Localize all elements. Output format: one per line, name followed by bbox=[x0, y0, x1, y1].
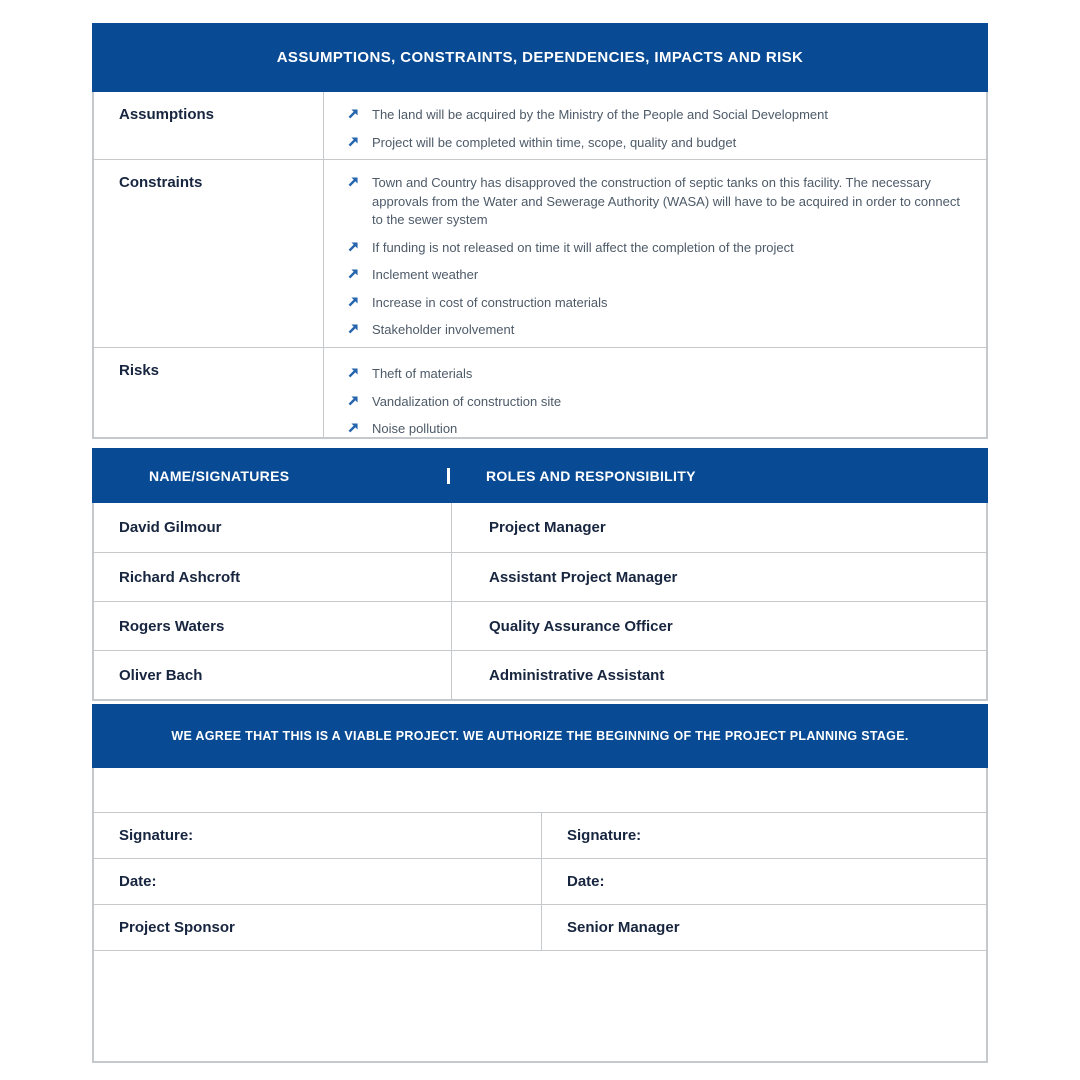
table-row bbox=[94, 552, 986, 601]
section-title-bar bbox=[92, 23, 988, 92]
list-item-text: Increase in cost of construction materials bbox=[372, 294, 608, 310]
role-cell bbox=[452, 651, 986, 699]
team-member-name: Richard Ashcroft bbox=[119, 568, 241, 586]
constraints-items bbox=[324, 160, 986, 347]
roles-header-cell bbox=[450, 468, 988, 484]
northeast-arrow-icon bbox=[347, 135, 363, 151]
project-charter-document bbox=[92, 23, 988, 1063]
list-item-text: Project will be completed within time, scope, quality and budget bbox=[372, 134, 737, 150]
table-row bbox=[94, 92, 986, 159]
names-header-cell bbox=[92, 468, 450, 484]
assumptions-items bbox=[324, 92, 986, 159]
list-item-text: Vandalization of construction site bbox=[372, 393, 562, 409]
signature-label: Signature: bbox=[119, 827, 194, 844]
team-table bbox=[92, 503, 988, 701]
manager-title-cell bbox=[542, 905, 986, 950]
northeast-arrow-icon bbox=[347, 322, 363, 338]
name-cell bbox=[94, 553, 452, 601]
northeast-arrow-icon bbox=[347, 175, 363, 191]
list-item-text: Town and Country has disapproved the construction of septic tanks on this facility. The necessary approvals from the Water and Sewerage Authority (WASA) will have to be acquired in order to connect to the sewer system bbox=[372, 175, 960, 227]
list-item bbox=[347, 365, 968, 384]
signature-cell-left bbox=[94, 813, 542, 858]
assumptions-constraints-risks-table bbox=[92, 92, 988, 439]
list-item bbox=[347, 174, 968, 230]
table-row bbox=[94, 812, 986, 858]
team-member-name: David Gilmour bbox=[119, 519, 222, 536]
list-item bbox=[347, 294, 968, 313]
northeast-arrow-icon bbox=[347, 295, 363, 311]
date-label: Date: bbox=[119, 873, 157, 890]
northeast-arrow-icon bbox=[347, 240, 363, 256]
date-cell-left bbox=[94, 859, 542, 904]
empty-row bbox=[94, 768, 986, 812]
list-item-text: Inclement weather bbox=[372, 267, 479, 282]
sponsor-title-cell bbox=[94, 905, 542, 950]
northeast-arrow-icon bbox=[347, 394, 363, 410]
name-cell bbox=[94, 602, 452, 650]
signature-label: Signature: bbox=[567, 827, 642, 844]
signer-title: Senior Manager bbox=[567, 919, 680, 936]
agreement-text: WE AGREE THAT THIS IS A VIABLE PROJECT. WE AUTHORIZE THE BEGINNING OF THE PROJECT PLANNING STAGE. bbox=[171, 729, 909, 743]
team-member-name: Rogers Waters bbox=[119, 617, 225, 635]
list-item bbox=[347, 134, 968, 153]
list-item bbox=[347, 393, 968, 412]
agreement-banner bbox=[92, 704, 988, 768]
risks-label: Risks bbox=[94, 348, 324, 437]
signature-block bbox=[92, 768, 988, 1063]
team-member-role: Project Manager bbox=[489, 519, 606, 536]
list-item bbox=[347, 321, 968, 340]
list-item-text: The land will be acquired by the Ministry of the People and Social Development bbox=[372, 107, 828, 122]
table-row bbox=[94, 650, 986, 699]
assumptions-label: Assumptions bbox=[94, 92, 324, 159]
table-row bbox=[94, 347, 986, 437]
names-header-label: NAME/SIGNATURES bbox=[149, 467, 290, 484]
list-item bbox=[347, 420, 968, 439]
northeast-arrow-icon bbox=[347, 267, 363, 283]
list-item-text: Theft of materials bbox=[372, 366, 473, 381]
team-member-role: Quality Assurance Officer bbox=[489, 617, 673, 635]
roles-header-label: ROLES AND RESPONSIBILITY bbox=[486, 467, 696, 484]
team-member-name: Oliver Bach bbox=[119, 666, 203, 684]
list-item-text: Noise pollution bbox=[372, 421, 458, 436]
signature-cell-right bbox=[542, 813, 986, 858]
signer-title: Project Sponsor bbox=[119, 919, 235, 936]
northeast-arrow-icon bbox=[347, 107, 363, 123]
section-title: ASSUMPTIONS, CONSTRAINTS, DEPENDENCIES, IMPACTS AND RISK bbox=[276, 49, 804, 66]
table-row bbox=[94, 601, 986, 650]
name-cell bbox=[94, 651, 452, 699]
table-row bbox=[94, 904, 986, 950]
team-member-role: Administrative Assistant bbox=[489, 666, 665, 684]
list-item-text: If funding is not released on time it will affect the completion of the project bbox=[372, 239, 794, 255]
constraints-label: Constraints bbox=[94, 160, 324, 347]
list-item-text: Stakeholder involvement bbox=[372, 322, 515, 337]
team-member-role: Assistant Project Manager bbox=[489, 568, 678, 586]
empty-footer-box bbox=[94, 950, 986, 1061]
table-row bbox=[94, 159, 986, 347]
date-cell-right bbox=[542, 859, 986, 904]
team-table-header bbox=[92, 448, 988, 503]
table-row bbox=[94, 503, 986, 552]
table-row bbox=[94, 858, 986, 904]
spacer bbox=[92, 439, 988, 448]
list-item bbox=[347, 266, 968, 285]
name-cell bbox=[94, 503, 452, 552]
list-item bbox=[347, 239, 968, 258]
northeast-arrow-icon bbox=[347, 366, 363, 382]
role-cell bbox=[452, 503, 986, 552]
role-cell bbox=[452, 602, 986, 650]
date-label: Date: bbox=[567, 873, 605, 890]
northeast-arrow-icon bbox=[347, 421, 363, 437]
list-item bbox=[347, 106, 968, 125]
risks-items bbox=[324, 348, 986, 437]
role-cell bbox=[452, 553, 986, 601]
